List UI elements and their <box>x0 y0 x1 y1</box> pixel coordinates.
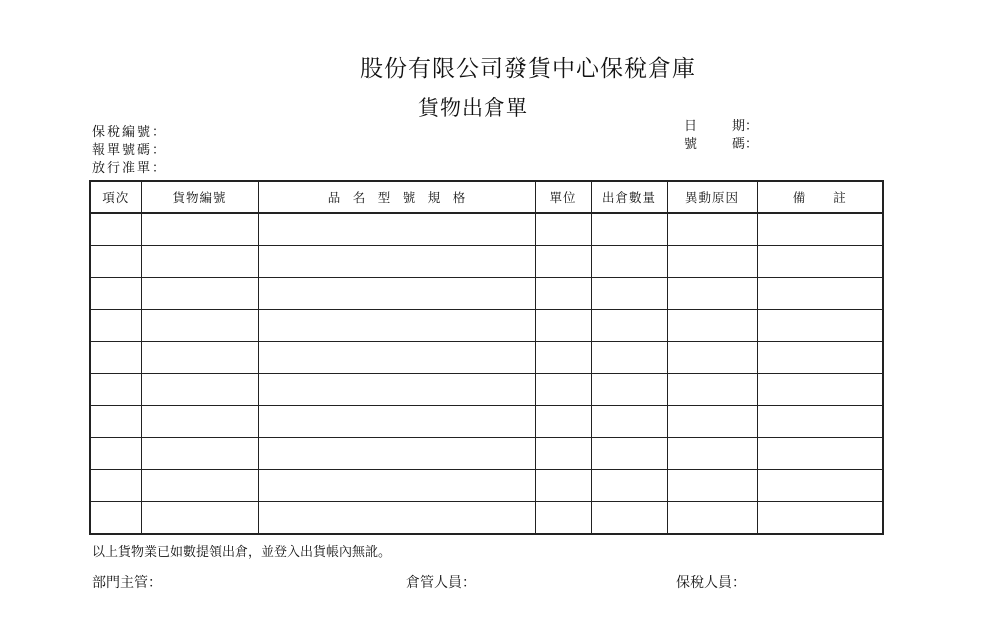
table-cell <box>667 438 757 470</box>
col-header-qty: 出倉數量 <box>591 181 667 213</box>
field-date-label-a: 日 <box>684 119 698 134</box>
table-cell <box>141 406 258 438</box>
table-row <box>90 406 883 438</box>
table-cell <box>535 278 591 310</box>
table-cell <box>90 406 141 438</box>
header-fields-right <box>684 118 758 154</box>
table-cell <box>141 438 258 470</box>
table-cell <box>591 246 667 278</box>
table-cell <box>90 502 141 535</box>
col-header-reason: 異動原因 <box>667 181 757 213</box>
table-cell <box>258 438 535 470</box>
table-body <box>90 213 883 534</box>
table-row <box>90 374 883 406</box>
table-cell <box>258 406 535 438</box>
signature-department-head: 部門主管： <box>92 575 162 591</box>
table-cell <box>90 438 141 470</box>
table-cell <box>90 374 141 406</box>
table-row <box>90 342 883 374</box>
table-cell <box>535 310 591 342</box>
field-declaration-number: 報單號碼： <box>92 143 168 158</box>
footer-note: 以上貨物業已如數提領出倉，並登入出貨帳內無訛。 <box>92 545 392 560</box>
table-cell <box>591 342 667 374</box>
field-release-permit: 放行准單： <box>92 161 168 176</box>
field-number-label-b: 碼： <box>732 137 759 152</box>
table-cell <box>591 278 667 310</box>
table-row <box>90 213 883 246</box>
table-header-row <box>90 181 883 213</box>
table-cell <box>591 310 667 342</box>
table-row <box>90 438 883 470</box>
field-bonded-number: 保稅編號： <box>92 125 168 140</box>
table-cell <box>141 502 258 535</box>
table-cell <box>591 470 667 502</box>
table-row <box>90 246 883 278</box>
table-cell <box>141 213 258 246</box>
table-cell <box>90 310 141 342</box>
col-header-remarks: 備 註 <box>757 181 883 213</box>
table-cell <box>258 278 535 310</box>
table-cell <box>141 278 258 310</box>
table-row <box>90 470 883 502</box>
table-cell <box>90 213 141 246</box>
table-cell <box>757 470 883 502</box>
table-cell <box>141 342 258 374</box>
table-cell <box>141 470 258 502</box>
table-cell <box>141 374 258 406</box>
field-number-label-a: 號 <box>684 137 698 152</box>
table-cell <box>535 213 591 246</box>
table-cell <box>757 374 883 406</box>
table-cell <box>757 438 883 470</box>
table-cell <box>667 310 757 342</box>
table-cell <box>667 502 757 535</box>
table-cell <box>591 502 667 535</box>
signature-bonded-staff: 保稅人員： <box>676 575 746 591</box>
table-row <box>90 278 883 310</box>
col-header-goods-no: 貨物編號 <box>141 181 258 213</box>
table-cell <box>535 438 591 470</box>
table-cell <box>90 246 141 278</box>
table-cell <box>535 246 591 278</box>
table-cell <box>258 374 535 406</box>
table-cell <box>667 374 757 406</box>
table-cell <box>667 278 757 310</box>
table-cell <box>591 374 667 406</box>
table-cell <box>535 406 591 438</box>
table-cell <box>757 246 883 278</box>
signature-warehouse-staff: 倉管人員： <box>406 575 476 591</box>
table-cell <box>667 342 757 374</box>
col-header-item-no: 項次 <box>90 181 141 213</box>
form-title: 貨物出倉單 <box>418 96 528 120</box>
table-cell <box>90 342 141 374</box>
col-header-spec: 品 名 型 號 規 格 <box>258 181 535 213</box>
table-cell <box>757 406 883 438</box>
table-cell <box>757 278 883 310</box>
table-cell <box>535 374 591 406</box>
col-header-unit: 單位 <box>535 181 591 213</box>
table-cell <box>258 213 535 246</box>
table-cell <box>591 406 667 438</box>
table-cell <box>141 310 258 342</box>
field-date <box>684 118 758 136</box>
company-title: 股份有限公司發貨中心保稅倉庫 <box>360 56 696 82</box>
table-cell <box>591 438 667 470</box>
table-cell <box>90 278 141 310</box>
table-cell <box>757 213 883 246</box>
table-cell <box>757 310 883 342</box>
table-cell <box>667 246 757 278</box>
field-date-label-b: 期： <box>732 119 759 134</box>
table-cell <box>667 213 757 246</box>
table-cell <box>90 470 141 502</box>
table-row <box>90 310 883 342</box>
table-cell <box>591 213 667 246</box>
table-row <box>90 502 883 535</box>
table-cell <box>535 342 591 374</box>
table-cell <box>258 310 535 342</box>
table-cell <box>258 502 535 535</box>
table-cell <box>757 342 883 374</box>
table-cell <box>667 406 757 438</box>
table-cell <box>141 246 258 278</box>
table-cell <box>258 342 535 374</box>
table-cell <box>535 502 591 535</box>
field-number <box>684 136 758 154</box>
table-cell <box>258 470 535 502</box>
header-fields-left <box>92 124 167 178</box>
table-cell <box>535 470 591 502</box>
table-cell <box>757 502 883 535</box>
table-cell <box>258 246 535 278</box>
table-cell <box>667 470 757 502</box>
goods-table <box>89 180 884 535</box>
